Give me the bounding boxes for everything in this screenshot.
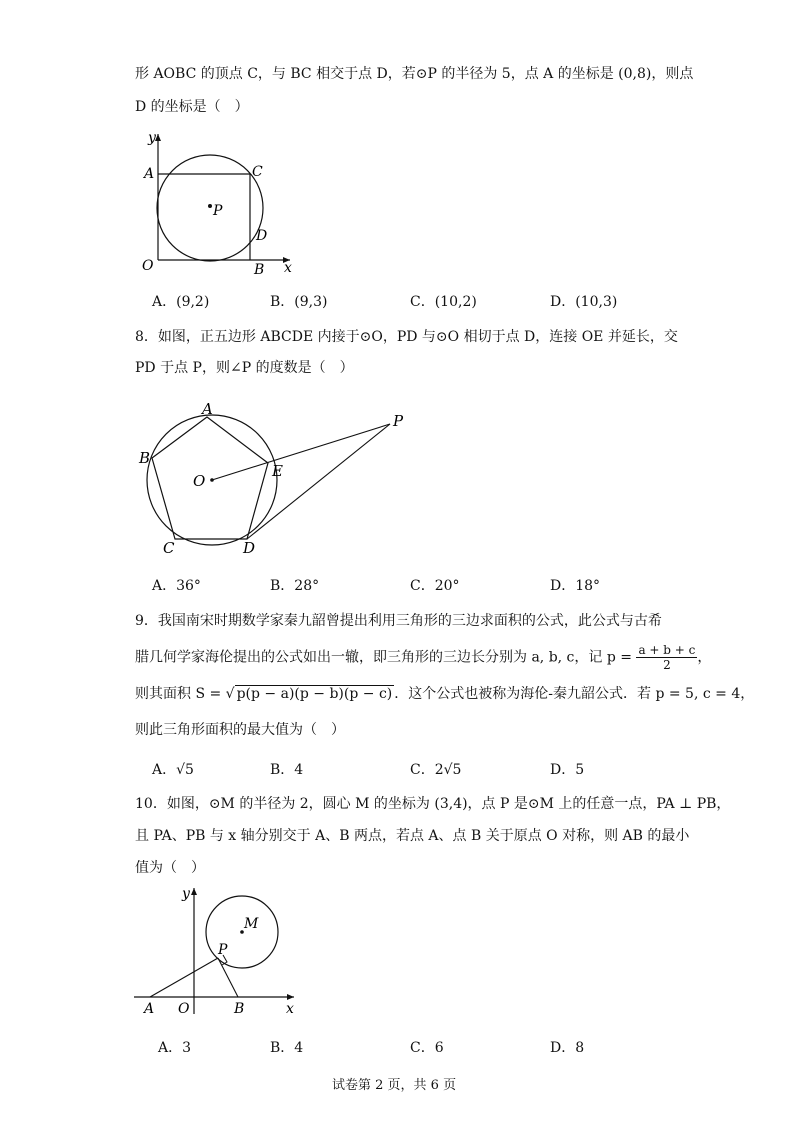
q9-sqrt-radicand: p(p − a)(p − b)(p − c) <box>236 686 393 702</box>
q7-text-line2: D 的坐标是（ ） <box>135 99 249 115</box>
q8-option-d[interactable]: D．18° <box>550 578 601 594</box>
q9-frac-num: a + b + c <box>638 643 696 657</box>
q8-option-a[interactable]: A．36° <box>152 578 201 594</box>
q8-label-B: B <box>139 449 151 467</box>
q9-option-d[interactable]: D．5 <box>550 762 585 778</box>
page-footer: 试卷第 2 页，共 6 页 <box>332 1078 457 1093</box>
q9-option-a[interactable]: A．√5 <box>152 762 194 778</box>
q7-label-O: O <box>142 258 154 274</box>
q8-label-P: P <box>393 412 404 430</box>
q10-text-line2: 且 PA、PB 与 x 轴分别交于 A、B 两点，若点 A、点 B 关于原点 O 对称，则 AB 的最小 <box>135 828 690 844</box>
q9-text-line4: 则此三角形面积的最大值为（ ） <box>135 722 345 738</box>
q8-text-line2: PD 于点 P，则∠P 的度数是（ ） <box>135 360 354 376</box>
q9-line3-pre: 则其面积 S = <box>135 686 226 702</box>
q7-option-c[interactable]: C．(10,2) <box>410 294 477 310</box>
q7-label-D: D <box>256 228 268 244</box>
q8-label-O: O <box>193 472 206 490</box>
q8-figure <box>135 400 415 560</box>
q10-label-A: A <box>144 1001 155 1017</box>
q9-text-line3 <box>135 684 754 704</box>
q10-text-line3: 值为（ ） <box>135 860 205 876</box>
q9-fraction <box>636 643 697 672</box>
q10-option-d[interactable]: D．8 <box>550 1040 585 1056</box>
q7-label-B: B <box>254 262 265 278</box>
q9-sqrt-sign: √ <box>225 686 235 702</box>
q10-label-O: O <box>178 1001 190 1017</box>
q7-label-x: x <box>284 260 292 276</box>
q7-option-b[interactable]: B．(9,3) <box>270 294 328 310</box>
q10-label-P: P <box>218 942 228 958</box>
q9-text-line1: 9．我国南宋时期数学家秦九韶曾提出利用三角形的三边求面积的公式，此公式与古希 <box>135 613 662 629</box>
q8-option-c[interactable]: C．20° <box>410 578 460 594</box>
q8-label-D: D <box>243 539 256 557</box>
q10-option-b[interactable]: B．4 <box>270 1040 304 1056</box>
q10-label-y: y <box>182 886 190 902</box>
q9-option-c[interactable]: C．2√5 <box>410 762 462 778</box>
q7-option-a[interactable]: A．(9,2) <box>152 294 210 310</box>
q10-label-M: M <box>244 916 259 932</box>
q8-option-b[interactable]: B．28° <box>270 578 320 594</box>
q9-frac-den: 2 <box>663 658 671 672</box>
q7-option-d[interactable]: D．(10,3) <box>550 294 618 310</box>
q10-figure <box>130 884 310 1019</box>
q10-option-a[interactable]: A．3 <box>158 1040 192 1056</box>
q8-label-C: C <box>163 539 175 557</box>
q10-label-x: x <box>286 1001 294 1017</box>
q7-text-line1: 形 AOBC 的顶点 C，与 BC 相交于点 D，若⊙P 的半径为 5，点 A 的坐标是 (0,8)，则点 <box>135 66 694 82</box>
q10-text-line1: 10．如图，⊙M 的半径为 2，圆心 M 的坐标为 (3,4)，点 P 是⊙M 上的任意一点，PA ⊥ PB， <box>135 796 731 812</box>
q8-label-A: A <box>202 400 213 418</box>
q9-option-b[interactable]: B．4 <box>270 762 304 778</box>
q9-line2-post: ， <box>697 649 712 666</box>
q7-label-A: A <box>144 166 155 182</box>
q9-line2-pre: 腊几何学家海伦提出的公式如出一辙，即三角形的三边长分别为 a, b, c，记 p = <box>135 649 637 666</box>
q8-text-line1: 8．如图，正五边形 ABCDE 内接于⊙O，PD 与⊙O 相切于点 D，连接 OE 并延长，交 <box>135 329 678 345</box>
q8-label-E: E <box>272 462 283 480</box>
q10-label-B: B <box>234 1001 245 1017</box>
q7-figure <box>130 128 300 278</box>
q9-text-line2 <box>135 643 711 672</box>
q10-option-c[interactable]: C．6 <box>410 1040 444 1056</box>
q7-label-y: y <box>148 130 156 146</box>
q9-line3-post: ．这个公式也被称为海伦-秦九韶公式．若 p = 5, c = 4， <box>394 686 755 702</box>
q7-label-P: P <box>213 203 223 219</box>
q7-label-C: C <box>252 164 263 180</box>
